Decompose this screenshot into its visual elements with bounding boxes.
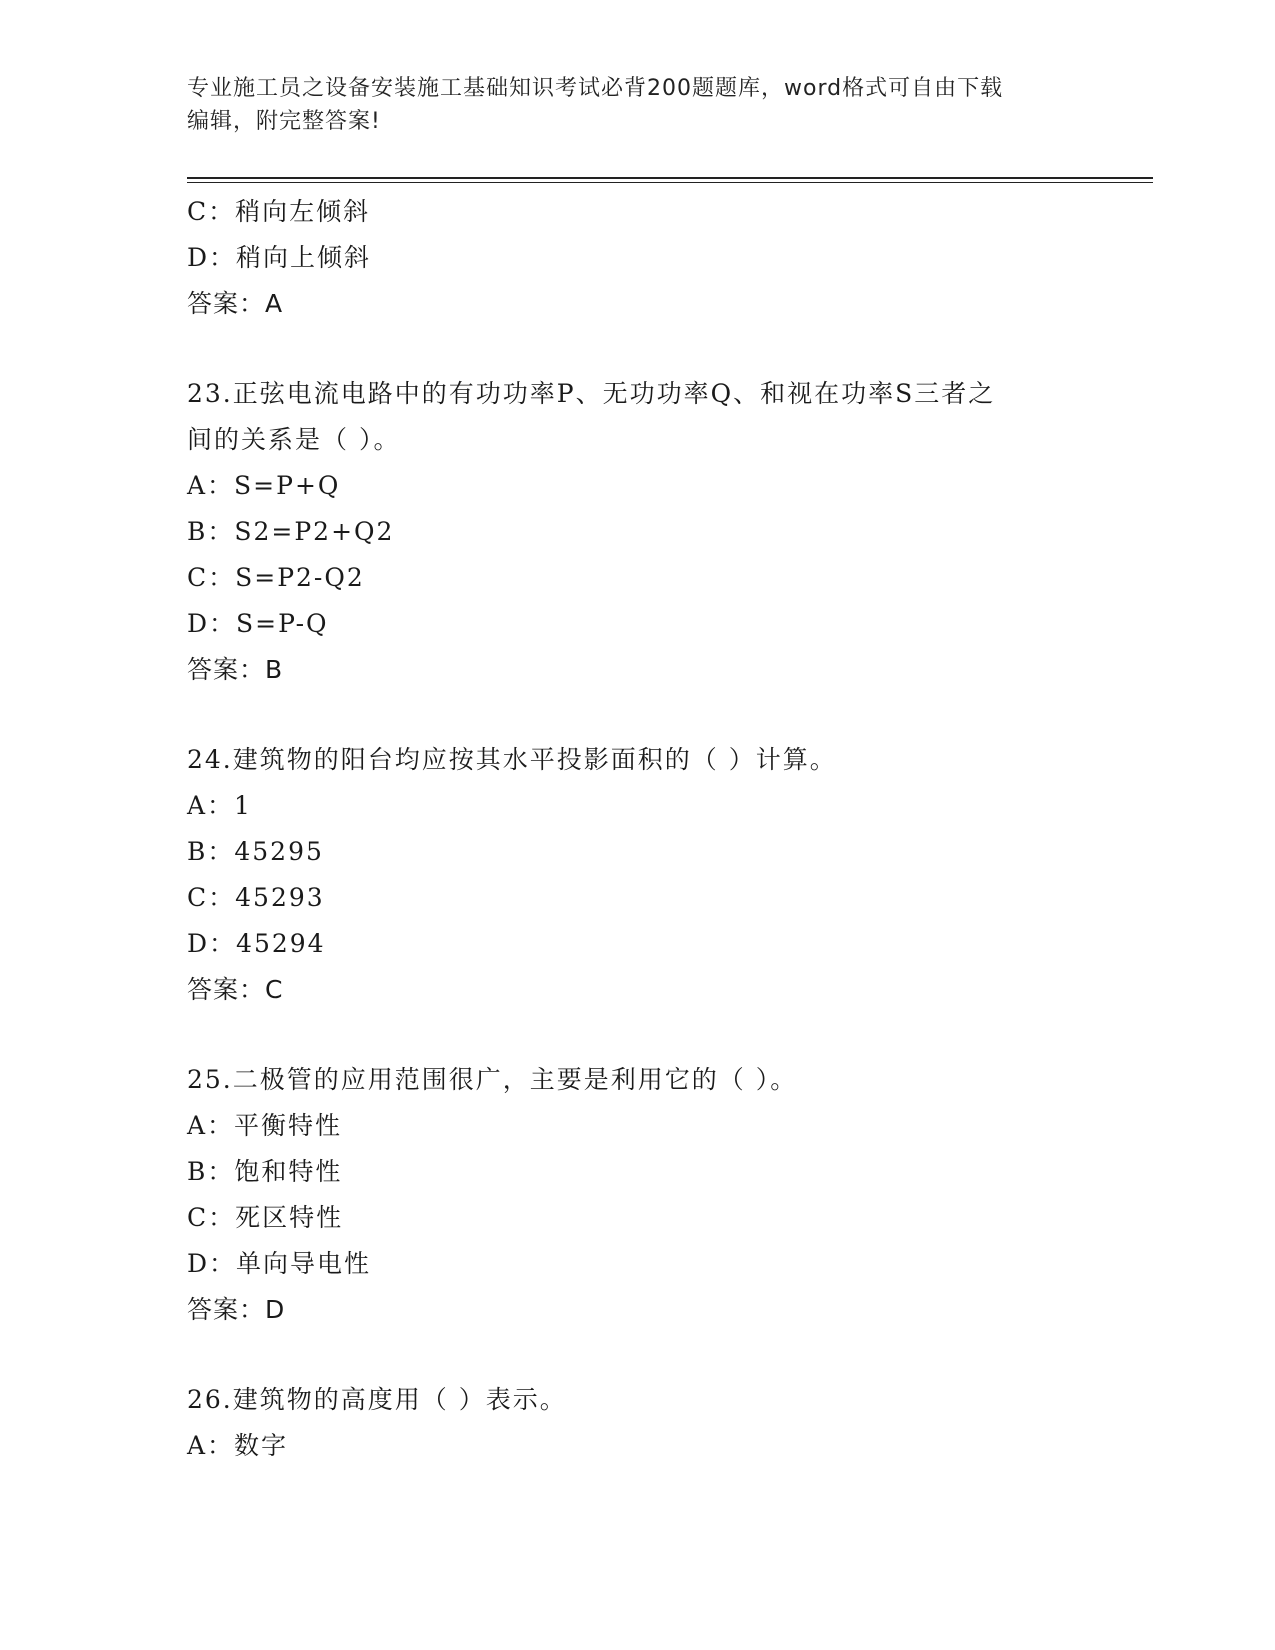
option-d: D：S=P-Q — [187, 609, 329, 638]
answer: 答案：D — [187, 1295, 286, 1324]
option-b: B：45295 — [187, 837, 324, 866]
question-text: 25.二极管的应用范围很广，主要是利用它的（ ）。 — [187, 1065, 798, 1094]
question-text: 26.建筑物的高度用（ ）表示。 — [187, 1385, 567, 1414]
option-b: B：饱和特性 — [187, 1157, 343, 1186]
option-c: C：稍向左倾斜 — [187, 197, 371, 226]
document-header — [187, 72, 1067, 138]
question-23 — [187, 371, 1153, 693]
question-list — [187, 189, 1153, 1469]
option-b: B：S2=P2+Q2 — [187, 517, 395, 546]
header-rule-thick — [187, 177, 1153, 179]
option-a: A：数字 — [187, 1431, 289, 1460]
option-a: A：S=P+Q — [187, 471, 341, 500]
question-text-cont: 间的关系是（ ）。 — [187, 425, 401, 454]
question-text: 24.建筑物的阳台均应按其水平投影面积的（ ）计算。 — [187, 745, 837, 774]
question-24 — [187, 737, 1153, 1013]
question-25 — [187, 1057, 1153, 1333]
option-c: C：死区特性 — [187, 1203, 344, 1232]
option-d: D：单向导电性 — [187, 1249, 372, 1278]
header-title-line1: 专业施工员之设备安装施工基础知识考试必背200题题库，word格式可自由下载 — [187, 76, 1004, 101]
header-rule-thin — [187, 182, 1153, 183]
option-d: D：稍向上倾斜 — [187, 243, 372, 272]
option-c: C：45293 — [187, 883, 325, 912]
question-text: 23.正弦电流电路中的有功功率P、无功功率Q、和视在功率S三者之 — [187, 379, 996, 408]
option-a: A：平衡特性 — [187, 1111, 343, 1140]
option-d: D：45294 — [187, 929, 326, 958]
option-c: C：S=P2-Q2 — [187, 563, 365, 592]
answer: 答案：C — [187, 975, 284, 1004]
answer: 答案：A — [187, 289, 284, 318]
answer: 答案：B — [187, 655, 284, 684]
header-title-line2: 编辑，附完整答案! — [187, 109, 381, 134]
option-a: A：1 — [187, 791, 252, 820]
question-26 — [187, 1377, 1153, 1469]
question-22-fragment — [187, 189, 1153, 327]
